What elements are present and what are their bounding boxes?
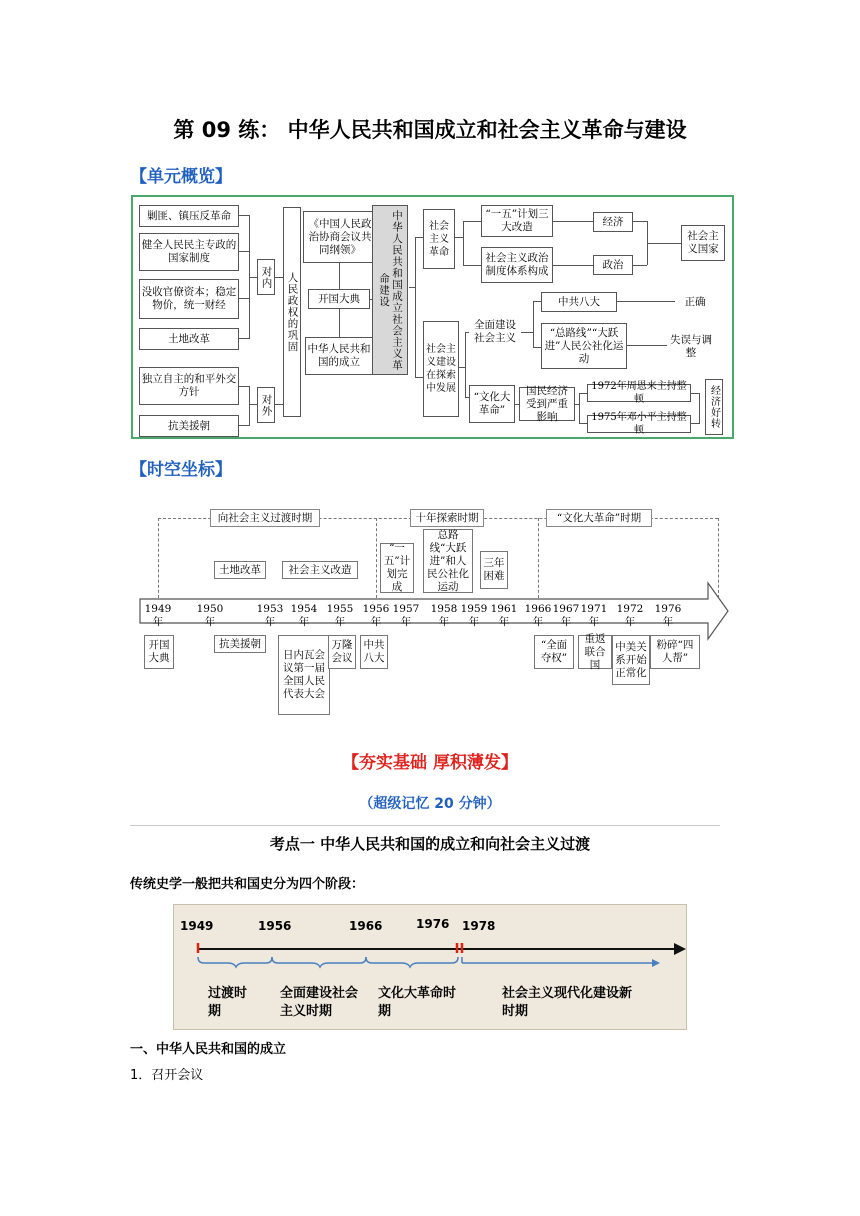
slogan: 【夯实基础 厚积薄发】: [342, 753, 518, 773]
tl-year: 1956年: [362, 603, 390, 628]
stage-year: 1966: [349, 919, 383, 933]
timeline: [130, 497, 730, 722]
mm-mistake: 失误与调整: [667, 329, 715, 365]
tl-below-ceremony: 开国大典: [144, 635, 174, 669]
mm-correct: 正确: [675, 292, 715, 312]
divider: [130, 825, 720, 826]
tl-year: 1957年: [392, 603, 420, 628]
mm-recover: 经济好转: [705, 379, 723, 435]
mm-revolution: 社会主义革命: [423, 209, 455, 269]
intro-text: 传统史学一般把共和国史分为四个阶段：: [130, 877, 365, 892]
kp1-heading: 考点一 中华人民共和国的成立和向社会主义过渡: [269, 835, 591, 853]
stage-label: 过渡时期: [208, 986, 248, 1019]
mm-cr: “文化大革命”: [469, 385, 515, 423]
mm-politics: 政治: [593, 255, 633, 275]
mindmap: [131, 195, 734, 439]
tl-year: 1958年: [430, 603, 458, 628]
mm-founding: 中华人民共和国的成立: [305, 337, 373, 375]
stage-label: 全面建设社会主义时期: [280, 986, 359, 1019]
heading-founding: 一、中华人民共和国的成立: [130, 1042, 287, 1057]
stage-year: 1976: [416, 917, 450, 931]
tl-above-hard: 三年困难: [480, 551, 508, 589]
tl-below-eighth: 中共八大: [360, 635, 388, 669]
tl-year: 1949年: [144, 603, 172, 628]
mm-left-2: 健全人民民主专政的国家制度: [139, 233, 239, 271]
stage-year: 1949: [180, 919, 214, 933]
stage-year: 1956: [258, 919, 292, 933]
tl-year: 1954年: [290, 603, 318, 628]
mm-left-5: 独立自主的和平外交方针: [139, 367, 239, 405]
tl-below-geneva: 日内瓦会议第一届全国人民代表大会: [278, 635, 330, 715]
mm-full-build: 全面建设社会主义: [469, 312, 521, 352]
mm-left-4: 土地改革: [139, 328, 239, 350]
tl-year: 1966年: [524, 603, 552, 628]
tl-period-1: 向社会主义过渡时期: [210, 509, 320, 527]
tl-below-un: 重返联合国: [578, 635, 612, 669]
mm-zhou: 1972年周恩来主持整顿: [587, 384, 691, 402]
mm-plan: “一五”计划三大改造: [481, 205, 553, 237]
tl-above-transform: 社会主义改造: [282, 561, 358, 579]
tl-year: 1972年: [616, 603, 644, 628]
stage-label: 社会主义现代化建设新时期: [502, 986, 633, 1019]
mm-exploration: 社会主义建设在探索中发展: [423, 321, 459, 417]
mm-socialist-country: 社会主义国家: [681, 225, 725, 261]
section-overview: 【单元概览】: [130, 167, 232, 187]
tl-below-korea: 抗美援朝: [214, 635, 266, 653]
tl-year: 1959年: [460, 603, 488, 628]
mm-consolidate: 人民政权的巩固: [283, 207, 301, 417]
tl-period-2: 十年探索时期: [410, 509, 484, 527]
tl-year: 1976年: [654, 603, 682, 628]
heading-meeting: 1．召开会议: [130, 1068, 204, 1083]
mm-left-6: 抗美援朝: [139, 415, 239, 437]
mm-outer: 对外: [257, 387, 275, 423]
mm-left-1: 剿匪、镇压反革命: [139, 205, 239, 227]
tl-below-gang: 粉碎“四人帮”: [650, 635, 700, 669]
stage-axis: [174, 935, 686, 975]
tl-year: 1961年: [490, 603, 518, 628]
tl-above-land: 土地改革: [214, 561, 266, 579]
mm-left-3: 没收官僚资本；稳定物价，统一财经: [139, 279, 239, 319]
mm-ceremony: 开国大典: [308, 289, 370, 309]
tl-year: 1971年: [580, 603, 608, 628]
tl-above-plan: “一五”计划完成: [380, 543, 414, 593]
tl-year: 1950年: [196, 603, 224, 628]
tl-year: 1953年: [256, 603, 284, 628]
mm-eighth: 中共八大: [541, 292, 617, 312]
mm-three-flags: “总路线”“大跃进”人民公社化运动: [541, 323, 627, 369]
mm-economy-hit: 国民经济受到严重影响: [519, 387, 575, 421]
tl-period-3: “文化大革命”时期: [546, 509, 652, 527]
memory-note: （超级记忆 20 分钟）: [359, 796, 501, 812]
stage-image: [173, 904, 687, 1030]
tl-below-usa: 中美关系开始正常化: [612, 635, 650, 685]
page-title: 第 09 练： 中华人民共和国成立和社会主义革命与建设: [173, 118, 687, 142]
mm-program: 《中国人民政治协商会议共同纲领》: [303, 211, 377, 263]
tl-below-seize: “全面夺权”: [534, 635, 574, 669]
stage-label: 文化大革命时期: [378, 986, 457, 1019]
tl-below-bandung: 万隆会议: [328, 635, 356, 669]
mm-political: 社会主义政治制度体系构成: [481, 247, 553, 283]
stage-year: 1978: [462, 919, 496, 933]
mm-economy: 经济: [593, 212, 633, 232]
section-timeline: 【时空坐标】: [130, 460, 232, 480]
tl-above-leap: 总路线“大跃进”和人民公社化运动: [423, 529, 473, 593]
mm-deng: 1975年邓小平主持整顿: [587, 415, 691, 433]
tl-year: 1955年: [326, 603, 354, 628]
mm-inner: 对内: [257, 259, 275, 295]
tl-year: 1967年: [552, 603, 580, 628]
mm-center: 中华人民共和国成立社会主义革命建设: [372, 205, 408, 375]
